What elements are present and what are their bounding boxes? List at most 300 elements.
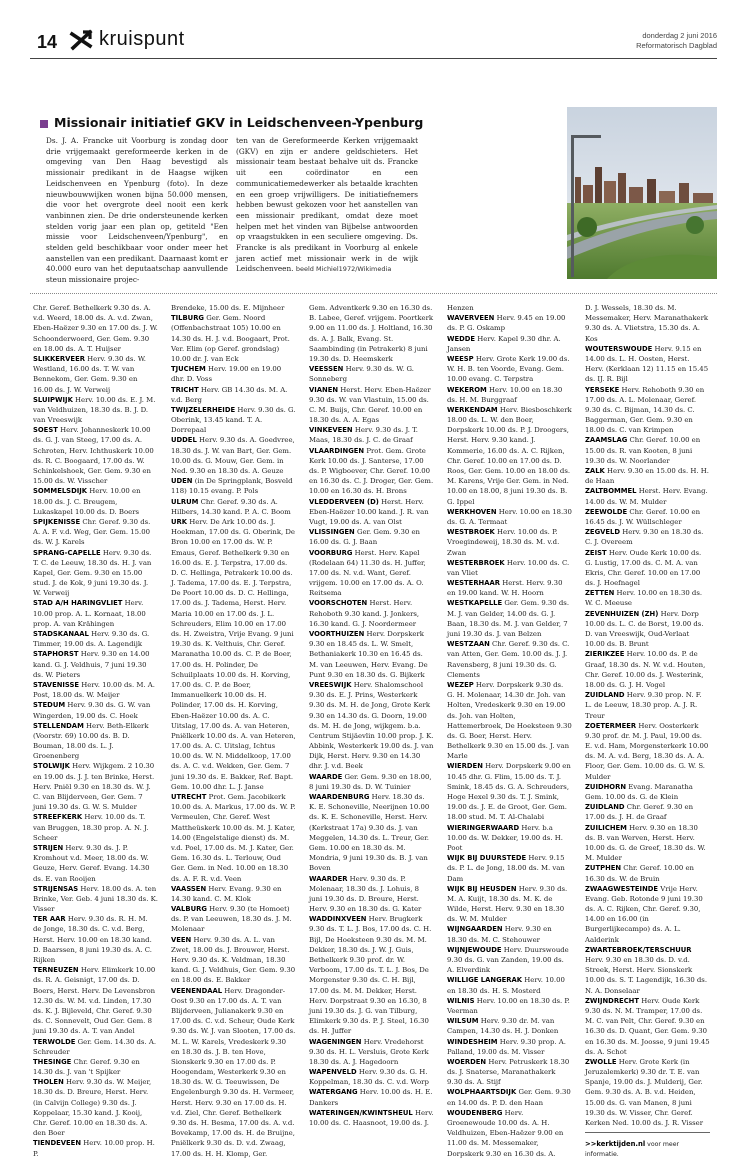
listing-place: WINDESHEIM xyxy=(447,1037,498,1046)
listing-services: Herv. 9.30 ds. A. Goedvree, 18.30 ds. J. W. van Bart, Ger. Gem. 10.00 ds. G. Mouw, Ger. Gem. in Ned. 9.30 en 18.30 ds. A. Geuze xyxy=(171,436,295,475)
listing-entry xyxy=(585,527,710,547)
listing-services: Herv. 9.30 ds. T. C. de Leeuw, 18.30 ds. H. J. van Kapel, Ger. Gem. 9.30 en 15.00 stud. J. de Kok, 9 juni 19.30 ds. J. W. Verweij xyxy=(33,548,152,598)
listing-services: Herv. 9.30 en 18.30 ds. C. J. Overeem xyxy=(585,528,704,547)
listing-entry xyxy=(585,945,710,996)
listing-services: Herv. 9.30 ds. G. W. van Wingerden, 19.00 ds. C. Hoek xyxy=(33,701,151,720)
listing-services: Prot. Gem. Jacobikerk 10.00 ds. A. Markus, 17.00 ds. W. P. Vermeulen, Chr. Geref. West Mattheüskerk 10.00 ds. M. J. Kater, 14.00 (Engelstalige dienst) ds. M. v.d. Poel, 17.00 ds. M. J. Kater, Ger. Gem. 16.30 ds. L. Terlouw, Oud Ger. Gem. in Ned. 10.00 en 18.30 ds. A. F. R. v.d. Veen xyxy=(171,793,296,883)
listing-entry xyxy=(309,680,434,772)
listing-entry xyxy=(447,334,572,354)
listing-entry xyxy=(33,1057,158,1077)
listing-entry xyxy=(585,385,710,436)
listing-services: Herv. Vredehorst 9.30 ds. H. L. Versluis, Grote Kerk 18.30 ds. A. J. Hagedoorn xyxy=(309,1037,429,1066)
listing-place: WIERINGERWAARD xyxy=(447,823,520,832)
listing-services: Brendeke, 15.00 ds. E. Mijnheer xyxy=(171,304,285,312)
listing-services: Chr. Geref. 10.00 en 16.45 ds. J. W. Wüllschleger xyxy=(585,507,701,526)
listing-services: Herv. 9.30 ds. R. H. M. de Jonge, 18.30 ds. C. v.d. Berg, Herst. Herv. 10.00 en 18.30 kand. D. Baarssen, 8 juni 19.30 ds. A. C. Rijken xyxy=(33,915,153,964)
listing-services: Herv. 10.00 ds. T. van Bruggen, 18.30 prop. A. N. J. Scheer xyxy=(33,813,149,842)
article-column-1 xyxy=(46,136,228,286)
listing-entry xyxy=(33,680,158,700)
listing-place: WATERGANG xyxy=(309,1088,358,1097)
listing-services: Herv. 10.00 ds. C. van Vliet xyxy=(447,558,570,577)
listing-entry xyxy=(447,1016,572,1036)
listing-place: TER AAR xyxy=(33,915,66,924)
listing-services: Herv. 10.00 ds. M. A. Post, 18.00 ds. W. Meijer xyxy=(33,680,155,700)
listing-services: Henzen xyxy=(447,304,474,312)
listing-services: Chr. Geref. 9.30 ds. C. van Atten, Ger. Gem. 10.00 ds. J. J. Ravensberg, 8 juni 19.30 ds. G. Clements xyxy=(447,640,570,679)
listing-entry xyxy=(33,629,158,649)
listing-place: WILSUM xyxy=(447,1017,479,1026)
listing-entry xyxy=(309,914,434,1036)
listing-place: VLEDDERVEEN (D) xyxy=(309,497,379,506)
listing-services: Herst. Herv. Evang. 14.00 ds. W. M. Mulder xyxy=(585,487,708,506)
listing-entry xyxy=(171,935,296,986)
listing-entry xyxy=(447,527,572,558)
listing-place: ZEEWOLDE xyxy=(585,507,628,516)
listing-entry xyxy=(309,874,434,915)
listing-place: VINKEVEEN xyxy=(309,426,353,435)
listing-column-3 xyxy=(309,303,434,1128)
listing-services: Herv. 9.30 en 18.30 ds. D. v.d. Streek, Herst. Herv. Sionskerk 10.00 ds. S. T. Lagendijk, 16.30 ds. N. A. Donselaar xyxy=(585,956,708,995)
listing-services: D. J. Wessels, 18.30 ds. M. Messemaker, Herv. Maranathakerk 9.30 ds. A. Vlietstra, 15.30 ds. A. Kos xyxy=(585,304,709,343)
listing-place: THESINGE xyxy=(33,1057,72,1066)
listing-place: TILBURG xyxy=(171,314,205,323)
listing-services: Herv. 10.00 ds. C. Haasnoot, 19.00 ds. J. xyxy=(309,1108,434,1127)
listing-column-5 xyxy=(585,303,710,1161)
listing-services: Herv. Biesboschkerk 18.00 ds. L. W. den Boer, Dorpskerk 10.00 ds. P. J. Droogers, Herst. Herv. 9.30 kand. J. Kommerie, 16.00 ds. A. C. Rijken, Chr. Geref. 10.00 en 17.00 ds. D. Roos, Ger. Gem. 10.00 en 18.00 ds. M. Karens, Vrije Ger. Gem. in Ned. 10.00 en 18.00, 8 juni 19.30 ds. B. G. Ippel xyxy=(447,405,572,506)
listing-entry xyxy=(447,598,572,639)
listing-place: ZEIST xyxy=(585,548,607,557)
listing-services: Herv. 9.30 en 14.00 kand. G. J. Veldhuis, 7 juni 19.30 ds. W. Pieters xyxy=(33,650,150,679)
page-header xyxy=(27,22,717,58)
listing-place: STRIJEN xyxy=(33,843,64,852)
headline-bullet-icon xyxy=(40,120,48,128)
listing-place: ZWIJNDRECHT xyxy=(585,996,640,1005)
listing-place: UTRECHT xyxy=(171,793,207,801)
listing-services: Herv. Grote Kerk 19.00 ds. W. H. B. ten Voorde, Evang. Gem. 10.00 evang. C. Terpstra xyxy=(447,354,570,384)
listing-services: Herv. 10.00 en 18.30 ds. G. A. Termaat xyxy=(447,507,572,526)
listing-place: ULRUM xyxy=(171,497,199,506)
listing-place: STEDUM xyxy=(33,701,66,710)
listing-services: (in De Springplank, Bosveld 118) 10.15 evang. P. Pols xyxy=(171,477,293,496)
listing-entry xyxy=(309,548,434,599)
listing-services: Herv. 9.30 ds. J. P. Kromhout v.d. Meer, 18.00 ds. W. Geuze, Herv. Geref. Evang. 14.30 ds. E. van Rooijen xyxy=(33,843,150,883)
listing-entry xyxy=(309,629,434,680)
listing-place: WOUDENBERG xyxy=(447,1108,503,1117)
listing-entry xyxy=(585,588,710,608)
listing-place: VOORBURG xyxy=(309,548,353,557)
listing-place: SLIKKERVEER xyxy=(33,354,85,363)
listing-entry xyxy=(447,761,572,822)
listing-entry xyxy=(33,1138,158,1158)
listing-place: VALBURG xyxy=(171,905,207,914)
listing-services: Herv. 9.30 dr. M. van Campen, 14.30 ds. H. J. Donken xyxy=(447,1017,559,1036)
listing-entry xyxy=(447,945,572,976)
listing-services: Ger. Gem. 9.30 ds. M. J. van Gelder, 14.00 ds. G. J. Baan, 18.30 ds. M. J. van Gelder, 7 juni 19.30 ds. J. van Belzen xyxy=(447,599,570,638)
listing-place: ZALK xyxy=(585,467,605,475)
listing-place: VLISSINGEN xyxy=(309,528,355,537)
listing-entry xyxy=(33,395,158,426)
listing-entry xyxy=(447,639,572,680)
listing-services: Gem. Adventkerk 9.30 en 16.30 ds. B. Labee, Geref. vrijgem. Poortkerk 9.00 en 11.00 ds. J. Holtland, 16.30 ds. A. J. Balk, Evang. St. Saambinding (in Petrakerk) 8 juni 19.30 ds. D. Heemskerk xyxy=(309,304,434,363)
listing-services: Chr. Geref. Bethelkerk 9.30 ds. A. v.d. Weerd, 18.00 ds. A. v.d. Zwan, Eben-Haëzer 9.30 en 17.00 ds. J. W. Schoonderwoerd, Ger. Gem. 9.30 en 18.00 ds. A. T. Huijser xyxy=(33,304,158,353)
listing-column-4 xyxy=(447,303,572,1159)
listing-entry xyxy=(33,965,158,1036)
listing-services: Chr. Geref. 9.30 en 14.30 ds. J. van 't Spijker xyxy=(33,1057,140,1077)
listing-services: Herv. Duurswoude 9.30 ds. G. van Zanden, 19.00 ds. A. Elverdink xyxy=(447,945,569,975)
listing-services: Herv. 9.30 en 18.30 ds. B. van Werven, Herst. Herv. 10.00 ds. G. de Greef, 18.30 ds. W. M. Mulder xyxy=(585,823,706,863)
listing-place: VEEN xyxy=(171,935,192,944)
listing-place: WAGENINGEN xyxy=(309,1037,362,1046)
listing-services: Herv. 10.00 ds. H. E. Dankers xyxy=(309,1088,433,1107)
listing-entry xyxy=(309,1067,434,1087)
listing-entry xyxy=(171,517,296,792)
listing-entry xyxy=(309,598,434,629)
listing-place: UDEN xyxy=(171,477,193,486)
listing-services: Herv. Rehoboth 9.30 en 17.00 ds. A. L. Molenaar, Geref. 9.30 ds. C. Bijman, 14.30 ds. C. Baggerman, Ger. Gem. 9.30 en 18.00 ds. C. van Krimpen xyxy=(585,385,705,435)
listing-place: WIJNGAARDEN xyxy=(447,925,503,934)
listing-place: ZIERIKZEE xyxy=(585,650,625,659)
listing-place: WAARDE xyxy=(309,772,343,781)
listing-entry xyxy=(585,507,710,527)
listing-services: Herv. 9.30 ds. M. A. Kuijt, 18.30 ds. M. K. de Wilde, Herst. Herv. 9.30 en 18.30 ds. W. M. Mulder xyxy=(447,884,568,924)
listing-entry xyxy=(33,548,158,599)
listing-entry xyxy=(585,721,710,782)
footer-rule xyxy=(585,1132,710,1133)
listing-place: ZUILICHEM xyxy=(585,823,627,832)
listing-place: ZEGVELD xyxy=(585,528,621,537)
listing-services: Herst. Herv. Kapel (Rodelaan 64) 11.30 ds. H. Juffer, 17.00 ds. N. v.d. Want, Geref. vrijgem. 10.00 en 17.00 ds. A. O. Reitsema xyxy=(309,548,426,598)
header-meta xyxy=(636,31,717,51)
listing-entry xyxy=(309,303,434,364)
listing-entry xyxy=(447,975,572,995)
listing-place: URK xyxy=(171,517,188,526)
listing-entry xyxy=(171,904,296,935)
listing-services: Ger. Gem. 14.30 ds. A. Schreuder xyxy=(33,1037,157,1056)
section-title: kruispunt xyxy=(99,28,185,50)
listing-entry xyxy=(447,996,572,1016)
listing-entry xyxy=(447,924,572,944)
listing-entry xyxy=(309,446,434,497)
listing-services: Herv. 9.30 ds. W. G. Sonneberg xyxy=(309,365,414,384)
listing-services: Herv. 10.00 ds. P. de Graaf, 18.30 ds. N. W. v.d. Houten, Chr. Geref. 10.00 ds. J. Westerink, 18.00 ds. G. J. H. Vogel xyxy=(585,650,706,689)
listing-services: Herv. 9.30 ds. W. Meijer, 18.30 ds. D. Breure, Herst. Herv. (in Calvijn College) 9.30 ds. J. Koppelaar, 15.30 kand. J. Kooij, Chr. Geref. 10.00 en 18.30 ds. A. den Boer xyxy=(33,1078,152,1138)
listing-place: SOEST xyxy=(33,426,58,435)
listing-services: Herv. 10.00 en 18.30 ds. W. C. Meeuse xyxy=(585,589,703,608)
listing-services: Herv. 9.15 en 14.00 ds. L. H. Oosten, Herst. Herv. (Kerklaan 12) 11.15 en 15.45 ds. IJ. R. Bijl xyxy=(585,344,709,384)
listing-place: WOUTERSWOUDE xyxy=(585,344,653,353)
listing-entry xyxy=(309,527,434,547)
listing-entry xyxy=(33,884,158,915)
listing-place: ZWOLLE xyxy=(585,1057,617,1066)
article-text-1: Ds. J. A. Francke uit Voorburg is zondag door drie vrijgemaakt gereformeerde kerken in de omgeving van Den Haag bevestigd als missionair predikant in de Haagse wijken Leidschenveen en Ypenburg (foto). In deze nieuwbouwwijken wonen bijna 50.000 mensen, die voor het overgrote deel nooit een kerk vanbinnen zien. De drie ondersteunende kerken stelden vorig jaar een plan op, getiteld "Een missie voor Leidschenveen/Ypenburg", en stelden geld beschikbaar voor onder meer het aanstellen van een predikant. Daarnaast komt er 40.000 euro van het deputaatschap aanvullende steun missionaire projec- xyxy=(46,136,228,285)
listing-place: ZETTEN xyxy=(585,589,615,598)
listing-entry xyxy=(33,721,158,762)
listing-place: WAARDENBURG xyxy=(309,793,370,801)
headline-text: Missionair initiatief GKV in Leidschenveen-Ypenburg xyxy=(54,115,424,130)
listing-services: Herv. Brugkerk 9.30 ds. T. L. J. Bos, 17.00 ds. C. H. Bijl, De Hoeksteen 9.30 ds. M. M. Dekker, 18.30 ds. J. W. J. Guis, Bethelkerk 9.30 prof. dr. W. Verboom, 17.00 ds. T. L. J. Bos, De Morgenster 9.30 ds. C. H. Bijl, 17.00 ds. M. M. Dekker, Herst. Herv. Dorpstraat 9.30 en 16.30, 8 juni 19.30 ds. J. G. van Tilburg, Elimkerk 9.30 ds. P. J. Steel, 16.30 ds. H. Juffer xyxy=(309,915,432,1036)
listing-place: SPIJKENISSE xyxy=(33,517,81,526)
listing-entry xyxy=(33,517,158,548)
listing-services: Herv. 9.30 ds. G. Oberink, 13.45 kand. T. A. Dorrepaal xyxy=(171,405,296,435)
listing-entry xyxy=(447,1057,572,1088)
listing-place: ZWAAGWESTEINDE xyxy=(585,884,659,893)
listing-services: Herv. 9.30 en 18.30 ds. M. C. Stehouwer xyxy=(447,925,552,944)
listing-place: STAVENISSE xyxy=(33,680,80,689)
listing-services: Herv. Oude Kerk 9.30 ds. N. M. Tramper, 17.00 ds. M. C. van Pelt, Chr. Geref. 9.30 en 16.30 ds. D. Quant, Ger. Gem. 9.30 en 16.30 ds. M. Joosse, 9 juni 19.45 ds. A. Schot xyxy=(585,996,710,1056)
listing-services: Herv. GB 14.30 ds. M. A. v.d. Berg xyxy=(171,385,288,404)
listing-services: Chr. Geref. 10.00 en 15.00 ds. R. van Kooten, 8 juni 19.30 ds. W. Noorlander xyxy=(585,436,701,465)
listing-entry xyxy=(447,405,572,507)
listing-place: VEENENDAAL xyxy=(171,986,223,995)
listing-entry xyxy=(447,354,572,385)
listing-entry xyxy=(171,884,296,904)
section-divider xyxy=(30,293,717,294)
listing-entry xyxy=(585,344,710,385)
listing-services: Vrije Herv. Evang. Geb. Rotonde 9 juni 19.30 ds. A. C. Rijken, Chr. Geref. 9.30, 14.00 en 16.00 (in Burgerlijkecampo) ds. A. L. Aalderink xyxy=(585,884,703,944)
listing-place: TJUCHEM xyxy=(171,365,206,374)
listing-place: ZUIDLAND xyxy=(585,691,625,700)
listing-place: WOLPHAARTSDIJK xyxy=(447,1088,517,1097)
listing-place: WEZEP xyxy=(447,680,474,689)
listing-services: Herv. 10.00 prop. A. L. Kornaat, 18.00 prop. A. van Krähingen xyxy=(33,599,146,628)
listing-place: STAD A/H HARINGVLIET xyxy=(33,599,123,608)
listing-services: Herv. 9.30 ds. A. L. van Zwet, 18.00 ds. J. Brouwer, Herst. Herv. 9.30 ds. K. Veldman, 18.30 kand. G. J. Veldhuis, Ger. Gem. 9.30 en 18.00 ds. E. Bakker xyxy=(171,935,296,985)
listing-place: ZAAMSLAG xyxy=(585,436,628,445)
listing-entry xyxy=(585,548,710,589)
listing-entry xyxy=(585,435,710,466)
listing-entry xyxy=(447,680,572,762)
listing-place: VEESSEN xyxy=(309,365,344,374)
article-headline xyxy=(40,115,423,130)
listing-place: WESTERHAAR xyxy=(447,579,500,588)
listing-place: ZUTPHEN xyxy=(585,864,622,873)
listing-entry xyxy=(447,578,572,598)
listing-place: VLAARDINGEN xyxy=(309,446,365,455)
listing-services: Herv. Dorp 10.00 ds. L. C. de Borst, 19.00 ds. D. van Vreeswijk, Oud-Verlaat 10.00 ds. B. Brunt xyxy=(585,609,704,649)
listing-entry xyxy=(585,884,710,945)
listing-place: STAPHORST xyxy=(33,650,79,659)
listing-entry xyxy=(309,364,434,384)
listing-entry xyxy=(585,823,710,864)
listing-place: TWIJZELERHEIDE xyxy=(171,405,236,414)
listing-place: STRIJENSAS xyxy=(33,884,79,893)
listing-place: WESTERBROEK xyxy=(447,558,505,567)
listing-place: WAARDER xyxy=(309,874,348,883)
listing-services: Herv. 9.30 (te Homoet) ds. P. van Leeuwen, 18.30 ds. J. M. Molenaar xyxy=(171,905,292,934)
header-rule xyxy=(30,58,717,59)
listing-services: Chr. Geref. 9.30 ds. A. Hilbers, 14.30 kand. P. A. C. Boom xyxy=(171,497,291,516)
footer-note xyxy=(585,1139,710,1160)
listing-entry xyxy=(171,313,296,364)
kerktijden-link[interactable]: >>kerktijden.nl xyxy=(585,1140,646,1149)
listing-place: YERSEKE xyxy=(585,385,620,394)
listing-entry xyxy=(447,313,572,333)
listing-entry xyxy=(585,609,710,650)
listing-services: Herv. 10.00 en 18.30 ds. H. M. Burggraaf xyxy=(447,385,563,404)
article-photo xyxy=(567,107,717,279)
listing-entry xyxy=(33,649,158,680)
listing-place: WILNIS xyxy=(447,996,475,1005)
listing-entry xyxy=(33,354,158,395)
listing-entry xyxy=(309,1108,434,1128)
listing-services: Herv. Elimkerk 10.00 ds. R. A. Geisnigt, 17.00 ds. D. Boers, Herst. Herv. De Levensbron 12.30 ds. W. M. v.d. Linden, 17.30 ds. K. J. Bijleveld, Chr. Geref. 9.30 ds. C. Sonnevelt, Oud Ger. Gem. 8 juni 19.30 ds. A. T. van Andel xyxy=(33,966,156,1036)
listing-services: Herv. 9.30 prop. A. Palland, 19.00 ds. M. Visser xyxy=(447,1037,566,1056)
listing-entry xyxy=(585,782,710,802)
listing-services: Prot. Gem. Grote Kerk 10.00 ds. J. Santerse, 17.00 ds. P. Wigboever, Chr. Geref. 10.00 en 16.30 ds. C. J. Droger, Ger. Gem. 10.00 en 16.30 ds. H. Brons xyxy=(309,446,434,496)
footer-note-text: voor meer informatie. xyxy=(585,1141,680,1159)
listing-services: Herv. Evang. 9.30 en 14.30 kand. C. M. Klok xyxy=(171,884,282,903)
listing-entry xyxy=(33,303,158,354)
listing-services: Herv. 9.30 ds. G. H. Koppelman, 18.30 ds. C. v.d. Worp xyxy=(309,1068,429,1087)
listing-place: WEDDE xyxy=(447,334,476,343)
listing-place: TERWOLDE xyxy=(33,1037,76,1046)
listing-place: WATERINGEN/KWINTSHEUL xyxy=(309,1108,413,1117)
listing-entry xyxy=(585,863,710,883)
listing-entry xyxy=(309,385,434,426)
listing-entry xyxy=(309,1037,434,1068)
listing-entry xyxy=(585,486,710,506)
listing-place: WIERDEN xyxy=(447,762,483,771)
listing-entry xyxy=(33,486,158,517)
listing-entry xyxy=(33,425,158,486)
listing-place: SOMMELSDIJK xyxy=(33,487,88,496)
listing-place: ZEVENHUIZEN (ZH) xyxy=(585,609,659,618)
listing-entry xyxy=(309,425,434,445)
listing-entry xyxy=(33,1037,158,1057)
listing-services: Herv. 9.45 en 19.00 ds. P. G. Oskamp xyxy=(447,314,566,333)
listing-services: Herv. 9.30 ds. G. Timmer, 19.00 ds. A. Lagendijk xyxy=(33,630,150,649)
listing-services: Ger. Gem. Noord (Offenbachstraat 105) 10.00 en 14.30 ds. H. J. v.d. Boogaart, Prot. Ver. Elim (op Geref. grondslag) 10.00 dr. J. van Eck xyxy=(171,314,290,363)
listing-entry xyxy=(171,405,296,436)
listing-entry xyxy=(585,802,710,822)
listing-place: ZUIDLAND xyxy=(585,803,625,812)
listing-services: Herv. Wijkgem. 2 10.30 en 19.00 ds. J. J. ten Brinke, Herst. Herv. Pniël 9.30 en 18.30 ds. W. J. C. van Blijderveen, Ger. Gem. 7 juni 19.30 ds. G. W. S. Mulder xyxy=(33,762,155,812)
listing-services: Ger. Gem. 9.30 en 14.00 ds. P. D. den Haan xyxy=(447,1088,571,1107)
listing-place: WESTZAAN xyxy=(447,640,490,649)
listing-services: Herv. 9.30 ds. J. T. Maas, 18.30 ds. J. C. de Graaf xyxy=(309,426,418,445)
listing-entry xyxy=(33,700,158,720)
kruispunt-logo-icon xyxy=(69,28,93,52)
listing-services: Herv. Shalomschool 9.30 ds. E. J. Prins, Westerkerk 9.30 ds. M. H. de Jong, Grote Kerk 9.30 en 14.30 ds. G. Doorn, 19.00 ds. M. H. de Jong, wijkgem. b.a. Centrum Stijäevlin 10.00 prop. J. K. Abbink, Westerkerk 19.00 ds. J. van Dijk, Herst. Herv. 9.30 en 14.30 dhr. J. v.d. Beek xyxy=(309,680,434,771)
listing-services: Herv. 9.30 ds. W. Westland, 16.00 ds. T. W. van Bennekom, Ger. Gem. 9.30 en 16.00 ds. J. W. Verweij xyxy=(33,354,146,394)
listing-entry xyxy=(447,1037,572,1057)
listing-place: WILLIGE LANGERAK xyxy=(447,976,523,985)
listing-entry xyxy=(309,792,434,874)
listing-entry xyxy=(447,1087,572,1107)
listing-services: Ger. Gem. 9.30 en 16.00 ds. G. J. Baan xyxy=(309,528,420,547)
listing-entry xyxy=(585,1057,710,1128)
page-number: 14 xyxy=(37,32,58,52)
listing-place: TIENDEVEEN xyxy=(33,1139,82,1148)
listing-place: SPRANG-CAPELLE xyxy=(33,548,101,557)
listing-services: Chr. Geref. 10.00 en 16.30 ds. W. de Bruin xyxy=(585,864,694,883)
listing-services: Herv. Kapel 9.30 dhr. A. Jansen xyxy=(447,334,561,353)
listing-services: Herv. 9.30 ds. P. Molenaar, 18.30 ds. J. Lohuis, 8 juni 19.30 ds. D. Breure, Herst. Herv. 9.30 en 18.30 ds. G. Kater xyxy=(309,874,422,914)
listing-place: VIANEN xyxy=(309,385,339,394)
listing-services: Herv. 10.00 ds. P. Vroegindeweij, 18.30 ds. M. v.d. Zwan xyxy=(447,528,560,557)
listing-services: Herv. 10.00 en 18.30 ds. H. S. Mosterd xyxy=(447,976,565,995)
listing-place: STREEFKERK xyxy=(33,813,83,822)
listing-place: TRICHT xyxy=(171,385,199,394)
listing-services: Herv. Petruskerk 18.30 ds. J. Snaterse, Maranathakerk 9.30 ds. A. Stijf xyxy=(447,1057,570,1087)
listing-place: WEKEROM xyxy=(447,385,487,394)
listing-services: Herv. Oosterkerk 9.30 prof. dr. M. J. Paul, 19.00 ds. E. v.d. Ham, Morgensterkerk 10.00 ds. M. A. v.d. Berg, 18.30 ds. A. A. Floor, Ger. Gem. 10.00 ds. G. W. S. Mulder xyxy=(585,721,709,781)
listing-services: Herv. Oude Kerk 10.00 ds. G. Lustig, 17.00 ds. C. M. A. van Ekris, Chr. Geref. 10.00 en 17.00 ds. J. Hoefnagel xyxy=(585,548,702,588)
listing-entry xyxy=(447,1108,572,1159)
listing-services: Herv. 19.00 en 19.00 dhr. D. Voss xyxy=(171,365,282,384)
listing-services: Chr. Geref. 9.30 ds. A. A. F. v.d. Weg, Ger. Gem. 15.00 ds. W. J. Karels xyxy=(33,517,151,547)
listing-services: Herv. 18.00 ds. A. ten Brinke, Ver. Geb. 4 juni 18.30 ds. K. Visser xyxy=(33,884,158,914)
header-date: donderdag 2 juni 2016 xyxy=(642,31,717,40)
listing-entry xyxy=(33,761,158,812)
listing-entry xyxy=(171,303,296,313)
listing-services: Herv. 10.00 en 18.00 ds. J. C. Breugem, Lukaskapel 10.00 ds. D. Boers xyxy=(33,487,141,516)
listing-place: WESTBROEK xyxy=(447,528,495,537)
listing-services: Herv. Dorpskerk 9.30 ds. G. H. Molenaar, 14.30 dr. Joh. van Holten, Vredeskerk 9.30 en 19.00 ds. Joh. van Holten, Hattemerbroek, De Hoeksteen 9.30 ds. G. Boer, Herst. Herv. Bethelkerk 9.30 en 15.00 ds. J. van Marle xyxy=(447,680,572,761)
listing-entry xyxy=(171,497,296,517)
listing-entry xyxy=(309,497,434,528)
listing-entry xyxy=(33,1077,158,1138)
listing-entry xyxy=(309,1087,434,1107)
listing-services: Herv. 9.30 en 15.00 ds. H. H. de Haan xyxy=(585,467,709,486)
listing-services: Herv. Dorpskerk 9.00 en 10.45 dhr. G. Flim, 15.00 ds. T. J. Smink, 18.45 ds. G. A. Schreuders, Hoge Hexel 9.30 ds. T. J. Smink, 19.00 ds. J. E. de Groot, Ger. Gem. 18.00 stud. M. T. Al-Chalabi xyxy=(447,762,571,822)
listing-entry xyxy=(585,649,710,690)
listing-services: Chr. Geref. 9.30 en 17.00 ds. J. H. de Graaf xyxy=(585,803,694,822)
listing-entry xyxy=(447,303,572,313)
listing-place: VREESWIJK xyxy=(309,680,352,689)
listing-entry xyxy=(33,812,158,843)
listing-place: ZALTBOMMEL xyxy=(585,487,637,496)
article-text-2: ten van de Gereformeerde Kerken vrijgemaakt (GKV) en zijn er andere geldschieters. Het missionair team bestaat behalve uit ds. Francke uit een coördinator en een communicatiemedewerker als betaalde krachten en een groep vrijwilligers. De initiatiefnemers hebben bewust gekozen voor het aanstellen van een missionair predikant, omdat deze moet helpen met het vinden van Bijbelse antwoorden op vraagstukken in een seculiere omgeving. Ds. Francke is als predikant in Voorburg al enkele jaren actief met missionair werk in de wijk Leidschenveen. xyxy=(236,136,418,274)
listing-place: WERKENDAM xyxy=(447,405,498,414)
photo-credit: beeld Michiel1972/Wikimedia xyxy=(295,265,392,274)
listing-place: WEESP xyxy=(447,354,474,363)
listing-place: VOORSCHOTEN xyxy=(309,599,368,608)
listing-place: WIJK BIJ DUURSTEDE xyxy=(447,854,527,863)
listing-place: SLUIPWIJK xyxy=(33,395,73,404)
listing-place: WIJNJEWOUDE xyxy=(447,945,502,954)
listing-entry xyxy=(33,598,158,629)
listing-place: ZUIDHORN xyxy=(585,782,627,791)
listing-services: Herst. Herv. Eben-Haëzer 9.30 ds. W. van Vlastuin, 15.00 ds. C. M. Buijs, Chr. Geref. 10.00 en 18.30 ds. A. A. Egas xyxy=(309,385,431,425)
listing-column-2 xyxy=(171,303,296,1159)
listing-place: WESTKAPELLE xyxy=(447,599,503,608)
header-publication: Reformatorisch Dagblad xyxy=(636,41,717,50)
listing-services: Herv. 18.30 ds. K. E. Schoneville, Neerijnen 10.00 ds. K. E. Schoneville, Herst. Herv. (Kerkstraat 17a) 9.30 ds. J. van Meggelen, 14.30 ds. L. Treur, Ger. Gem. 10.00 en 18.30 ds. M. Mondria, 9 juni 19.30 ds. B. J. van Boven xyxy=(309,793,430,873)
listing-entry xyxy=(171,792,296,884)
listing-services: Herv. Beth-Elkerk (Voorstr. 69) 10.00 ds. B. D. Bouman, 18.00 ds. L. J. Groenenberg xyxy=(33,721,149,761)
listing-place: WIJK BIJ HEUSDEN xyxy=(447,884,517,893)
listing-services: Herv. 9.15 ds. P. L. de Jong, 18.00 ds. M. van Dam xyxy=(447,854,565,883)
listing-services: Herv. b.a 10.00 ds. W. Dekker, 19.00 ds. H. Poot xyxy=(447,823,563,852)
listing-entry xyxy=(447,853,572,884)
listing-place: STADSKANAAL xyxy=(33,630,89,638)
listing-services: Herv. Dragonder-Oost 9.30 en 17.00 ds. A. T. van Blijderveen, Julianakerk 9.30 en 17.00 ds. C. v.d. Scheur, Oude Kerk 9.30 ds. W. J. van Slooten, 17.00 ds. M. L. W. Karels, Vredeskerk 9.30 en 18.30 ds. J. B. ten Hove, Sionskerk 9.30 en 17.00 ds. P. Hoogendam, Westerkerk 9.30 en 18.30 ds. W. G. Teeuwissen, De Engelenburgh 9.30 ds. H. Vermeer, Herst. Herv. 9.30 en 17.00 ds. H. v.d. Ziel, Chr. Geref. Bethelkerk 9.30 ds. H. Besma, 17.00 ds. A. v.d. Bovekamp, 17.00 ds. H. de Bruijne, Pniëlkerk 9.30 ds. D. v.d. Zwaag, 17.00 ds. H. H. Klomp, Ger. xyxy=(171,986,296,1158)
listing-place: WAPENVELD xyxy=(309,1068,357,1077)
listing-services: Herv. 10.00 ds. E. J. M. van Veldhuizen, 18.30 ds. B. J. D. van Vreeswijk xyxy=(33,395,156,425)
listing-entry xyxy=(585,690,710,721)
listing-services: Ger. Gem. 9.30 en 18.00, 8 juni 19.30 ds. D. W. Tuinier xyxy=(309,772,432,791)
listing-place: ZOETERMEER xyxy=(585,721,637,730)
listing-place: WADDINXVEEN xyxy=(309,915,367,924)
listing-entry xyxy=(171,476,296,496)
listing-place: UDDEL xyxy=(171,436,197,445)
listing-entry xyxy=(447,507,572,527)
listing-place: WAVERVEEN xyxy=(447,314,495,323)
listing-entry xyxy=(447,823,572,854)
listing-services: Herv. Johanneskerk 10.00 ds. G. J. van Steeg, 17.00 ds. A. Schroten, Herv. Ichthuskerk 10.00 ds. R. C. Boogaard, 17.00 ds. W. Schinkelshoek, Ger. Gem. 9.30 en 15.00 ds. W. Visscher xyxy=(33,426,154,486)
listing-services: Herst. Herv. Rehoboth 9.30 kand. J. Jonkers, 16.30 kand. G. J. Noordermeer xyxy=(309,599,420,628)
